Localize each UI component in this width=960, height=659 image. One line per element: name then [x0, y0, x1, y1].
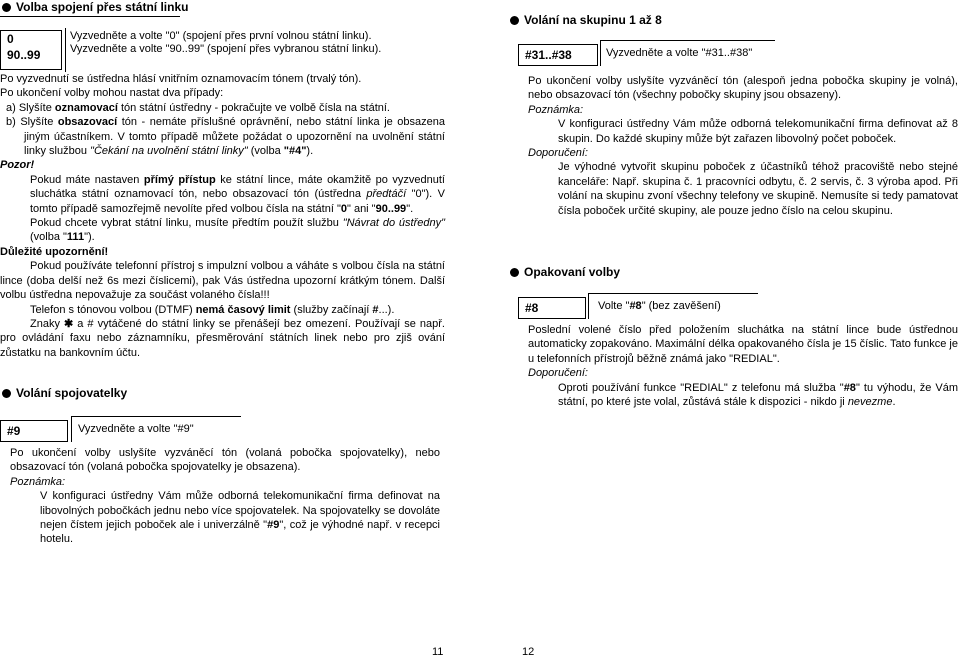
bullet-icon	[2, 389, 11, 398]
box-divider	[588, 293, 589, 319]
recommendation-redial: Oproti používání funkce "REDIAL" z telefonu má služba "#8" tu výhodu, že Vám státní, po které jste volal, zůstává stále k dispozici - nikdo ji nevezme.	[558, 381, 958, 409]
recommendation-label: Doporučení:	[528, 147, 588, 160]
page-number: 11	[432, 646, 444, 658]
paragraph-group: Po ukončení volby uslyšíte vyzváněcí tón (alespoň jedna pobočka skupiny je volná), nebo obsazovací tón (všechny pobočky skupiny jsou obsazeny).	[528, 75, 958, 102]
note-group: V konfiguraci ústředny Vám může odborná telekomunikační firma definovat až 8 skupin. Do každé skupiny může být zařazen libovolný počet poboček.	[558, 118, 958, 145]
case-b: b) Slyšíte obsazovací tón - nemáte příslušné oprávnění, nebo státní linka je obsazena jiným účastníkem. V tomto případě můžete požádat o upozornění na uvolnění státní linky službou "Čekání na uvolnění státní linky" (volba "#4").	[6, 116, 445, 158]
note-operator: V konfiguraci ústředny Vám může odborná telekomunikační firma definovat na libovolných pobočkách jednu nebo více spojovatelek. Na spojovatelky se dovoláte nejen čístem jejich poboček ale i univerzálně "#9", což je výhodné např. v recepci hotelu.	[40, 490, 441, 546]
bullet-icon	[2, 3, 11, 12]
warning-direct-access: Pokud máte nastaven přímý přístup ke státní lince, máte okamžitě po vyzvednutí sluchátka státní oznamovací tón, nebo obsazovací tón (ústředna předtáčí "0"). V tomto případě samozřejmě nevolíte před volbou čísla na státní "0" ani "90..99".	[30, 173, 445, 215]
paragraph-dial-tone: Po vyzvednutí se ústředna hlásí vnitřním oznamovacím tónem (trvalý tón).	[0, 73, 362, 85]
group-body	[528, 74, 958, 218]
section-title: Volba spojení přes státní linku	[16, 0, 189, 14]
right-page	[508, 0, 960, 656]
box-divider	[65, 28, 66, 72]
section-heading-group	[510, 13, 662, 27]
section-heading-operator	[2, 386, 127, 400]
code-box-group	[518, 44, 598, 66]
operator-body	[10, 446, 440, 547]
code-31-38: #31..#38	[525, 48, 572, 62]
instruction-operator: Vyzvedněte a volte "#9"	[78, 423, 194, 435]
warning-return: Pokud chcete vybrat státní linku, musíte předtím použít službu "Návrat do ústředny" (volba "111").	[30, 217, 445, 244]
code-9: #9	[7, 424, 21, 438]
paragraph-two-cases: Po ukončení volby mohou nastat dva případy:	[0, 87, 224, 100]
code-8: #8	[525, 301, 539, 315]
note-label: Poznámka:	[528, 103, 584, 116]
code-90-99: 90..99	[7, 48, 41, 62]
bullet-icon	[510, 268, 519, 277]
state-line-body	[0, 72, 445, 360]
paragraph-redial: Poslední volené číslo před položením sluchátka na státní lince bude ústřednou automaticky zopakováno. Maximální délka opakovaného čísla je 15 číslic. Tato funkce je u telefonních přístrojů běžně známá jako "REDIAL".	[528, 324, 958, 365]
warning-label: Pozor!	[0, 159, 35, 172]
important-dtmf: Telefon s tónovou volbou (DTMF) nemá časový limit (služby začínají #...).	[30, 303, 395, 316]
code-0: 0	[7, 32, 14, 46]
bullet-icon	[510, 16, 519, 25]
box-rule	[600, 40, 775, 41]
code-box-operator	[0, 420, 68, 442]
box-rule	[588, 293, 758, 294]
box-divider	[600, 40, 601, 66]
box-divider	[71, 416, 72, 442]
code-box-state-line	[0, 30, 62, 70]
important-symbols: Znaky ✱ a # vytáčené do státní linky se přenášejí bez omezení. Používají se např. pro ovládání faxu nebo záznamníku, přesměrování státních linek nebo pro zjiš ování zůstatku na bankovním účtu.	[0, 317, 445, 359]
recommendation-group: Je výhodné vytvořit skupinu poboček z účastníků téhož pracoviště nebo stejné kanceláře: Např. skupina č. 1 pracovníci odbytu, č. 2 servis, č. 3 výroba apod. Při volání na skupinu zvoní všechny telefony ve skupině. Nemusíte si tedy pamatovat čísla poboček určité skupiny, ale pouze jedno číslo na celou skupinu.	[558, 161, 958, 217]
redial-body	[528, 323, 958, 409]
case-a: a) Slyšíte oznamovací tón státní ústředny - pokračujte ve volbě čísla na státní.	[6, 101, 390, 114]
left-page	[0, 0, 452, 656]
box-rule	[71, 416, 241, 417]
instruction-group: Vyzvedněte a volte "#31..#38"	[606, 47, 753, 59]
heading-underline	[0, 16, 180, 17]
note-label: Poznámka:	[10, 475, 66, 488]
section-title: Volání spojovatelky	[16, 386, 128, 400]
star-icon: ✱	[64, 317, 74, 330]
section-title: Opakovaní volby	[524, 265, 621, 279]
paragraph-operator: Po ukončení volby uslyšíte vyzváněcí tón (volaná pobočka spojovatelky), nebo obsazovací tón (volaná pobočka spojovatelky je obsazena).	[10, 447, 440, 474]
instruction-redial: Volte "#8" (bez zavěšení)	[598, 300, 721, 312]
instruction-line-1: Vyzvedněte a volte "0" (spojení přes první volnou státní linku).	[70, 30, 372, 42]
instruction-line-2: Vyzvedněte a volte "90..99" (spojení přes vybranou státní linku).	[70, 43, 382, 55]
important-pulse-dialing: Pokud používáte telefonní přístroj s impulzní volbou a váháte s volbou čísla na státní lince (doba delší než 6s mezi číslicemi), pak Vás ústředna upozorní krátkým tónem. Další volbu ústředna nepovažuje za součást volaného čísla!!!	[0, 260, 445, 302]
page-number: 12	[522, 646, 535, 658]
section-heading-redial	[510, 265, 620, 279]
section-title: Volání na skupinu 1 až 8	[524, 13, 662, 27]
important-notice-heading: Důležité upozornění!	[0, 245, 109, 258]
section-heading-state-line	[2, 0, 188, 14]
recommendation-label: Doporučení:	[528, 367, 588, 380]
code-box-redial	[518, 297, 586, 319]
